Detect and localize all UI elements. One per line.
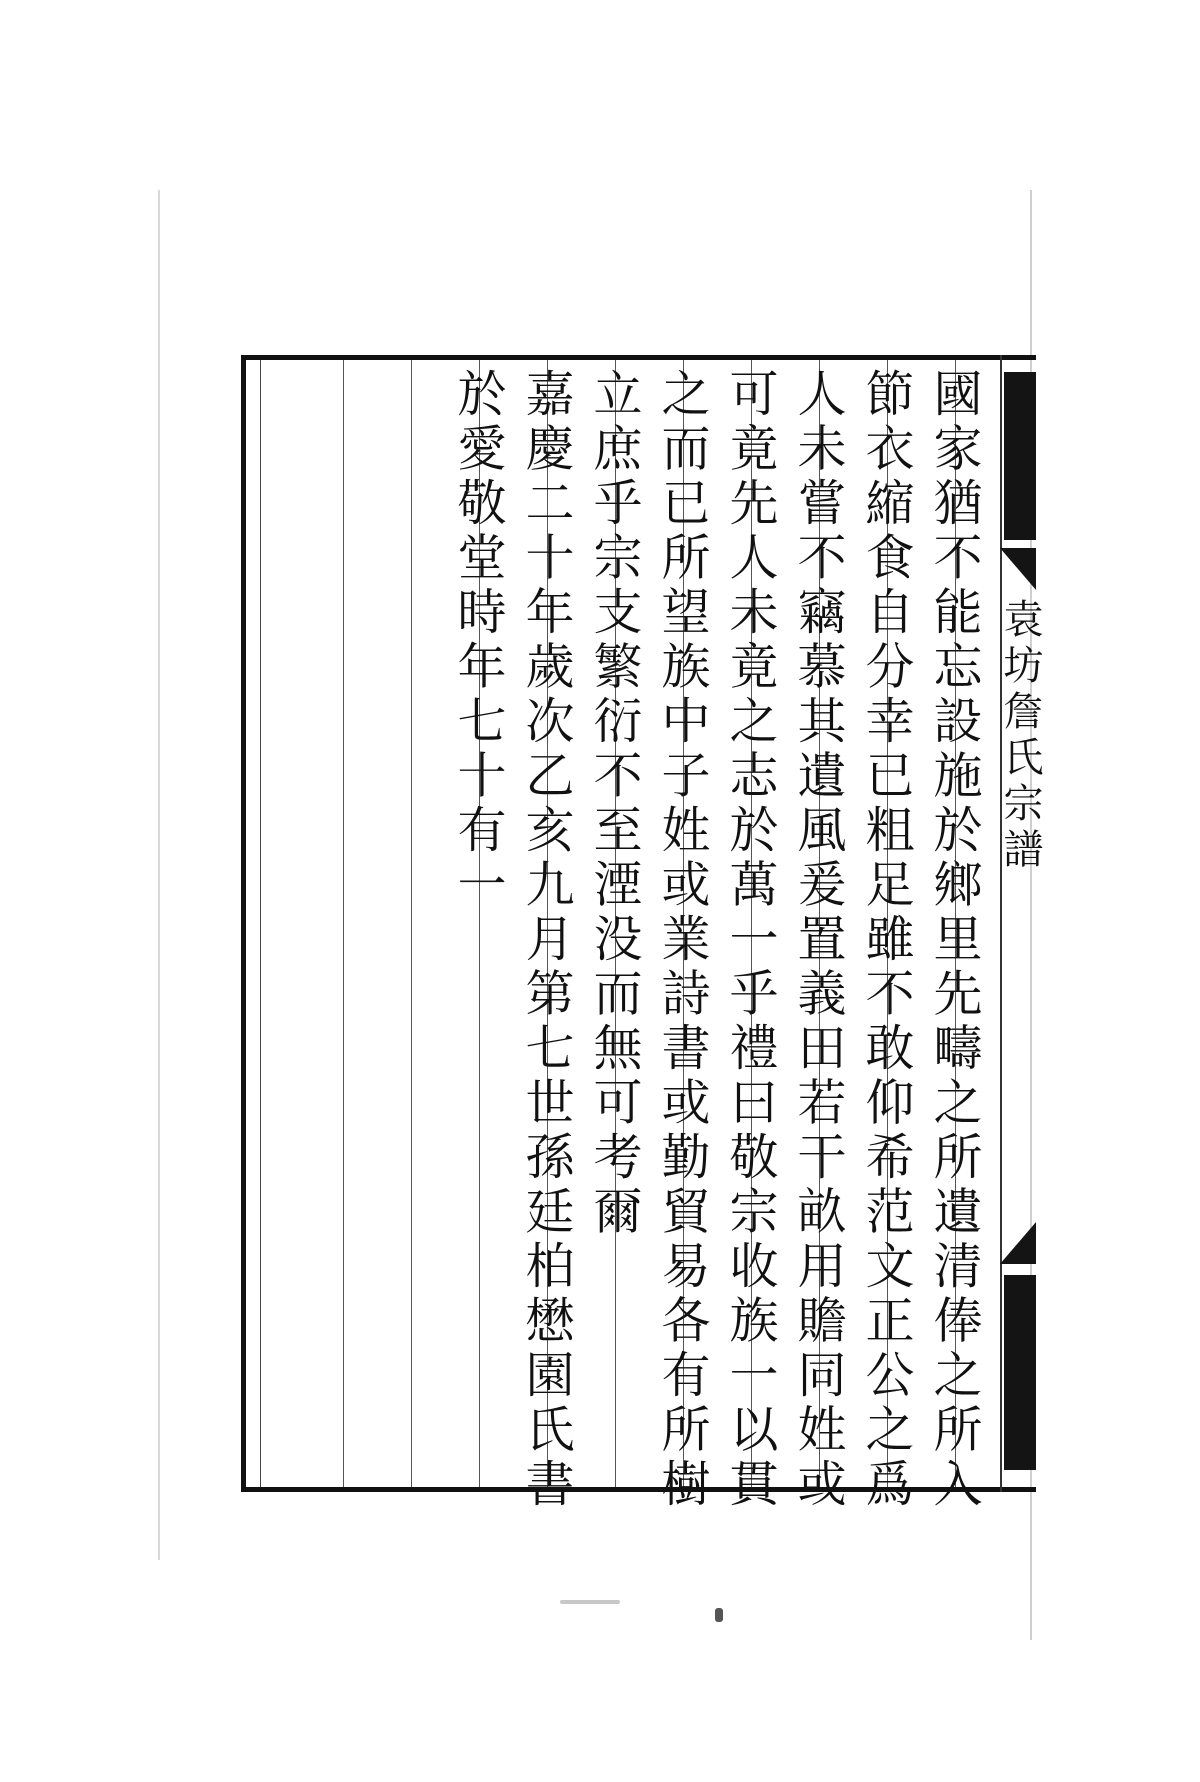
scan-speck [560, 1600, 620, 1604]
text-column-5: 之而已所望族中子姓或業詩書或勤貿易各有所樹 [654, 368, 711, 1513]
fold-fishtail-bottom [1000, 1222, 1036, 1264]
text-column-3: 人未嘗不竊慕其遺風爰置義田若干畝用贍同姓或 [790, 368, 847, 1513]
text-column-6: 立庶乎宗支繁衍不至湮没而無可考爾 [586, 368, 643, 1240]
text-column-2: 節衣縮食自分幸已粗足雖不敢仰希范文正公之爲 [858, 368, 915, 1513]
scan-speck [715, 1608, 723, 1622]
fold-fishtail-top [1000, 548, 1036, 590]
fold-block-bottom [1004, 1275, 1036, 1470]
fold-title: 袁坊詹氏宗譜 [997, 598, 1043, 874]
text-column-10 [309, 368, 375, 1483]
text-column-9 [377, 368, 443, 1483]
fold-block-top [1004, 372, 1036, 540]
text-column-8: 於愛敬堂時年七十有一 [450, 368, 507, 913]
page-edge-left [158, 190, 160, 1560]
inner-border-line [260, 360, 261, 1487]
text-column-1: 國家猶不能忘設施於鄉里先疇之所遺清俸之所入 [926, 368, 983, 1513]
text-column-4: 可竟先人未竟之志於萬一乎禮曰敬宗收族一以貫 [722, 368, 779, 1513]
text-column-7: 嘉慶二十年歲次乙亥九月第七世孫廷柏懋園氏書 [518, 368, 575, 1513]
